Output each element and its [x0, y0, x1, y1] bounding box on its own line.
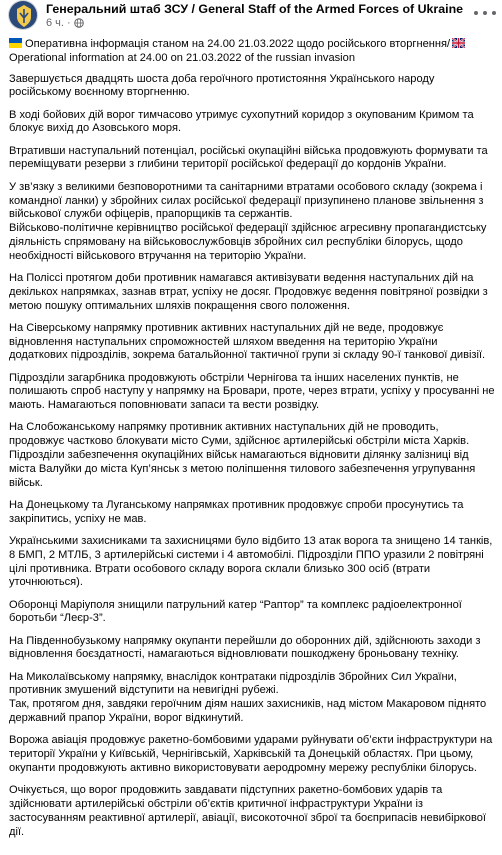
coat-of-arms-icon: [9, 1, 38, 30]
post-paragraph: [9, 421, 495, 490]
post-paragraph: [9, 145, 495, 173]
paragraph-line: Українськими захисниками та захисницями було відбито 13 атак ворога та знищено 14 танків, 8 БМП, 2 МТЛБ, 3 артилерійські системи і 4 автомобілі. Підрозділи ППО уразили 2 повітряні цілі противника. Втрати особового складу ворога склали близько 300 осіб (втрати уточнюються).: [9, 534, 493, 589]
uk-flag-icon: [452, 38, 465, 48]
paragraph-line: На Південнобузькому напрямку окупанти перейшли до оборонних дій, здійснюють заходи з відновлення боєздатності, намагаються відновлювати пошкоджену броньовану техніку.: [9, 634, 481, 661]
post-paragraph: [9, 181, 495, 264]
paragraph-line: Підрозділи загарбника продовжують обстріли Чернігова та інших населених пунктів, не полишають спроб наступу у напрямку на Бровари, проте, через втрати, успіху у просуванні не мають. Намагаються поповнювати запаси та вести розвідку.: [9, 371, 495, 412]
post-meta: [46, 17, 84, 29]
paragraph-line: На Миколаївському напрямку, внаслідок контратаки підрозділів Збройних Сил України, противник змушений відступити на невигідні рубежі.: [9, 670, 457, 697]
post-paragraph: [9, 671, 495, 726]
post-intro: [9, 38, 495, 66]
paragraph-line: Втративши наступальний потенціал, російські окупаційні війська продовжують формувати та переміщувати резерви з глибини території російської федерації до кордонів України.: [9, 144, 488, 171]
more-dot: [483, 11, 487, 15]
post-paragraph: [9, 635, 495, 663]
post-text: [9, 38, 495, 848]
ukraine-flag-icon: [9, 38, 22, 48]
more-dot: [492, 11, 496, 15]
globe-icon: [74, 18, 84, 28]
paragraph-line: На Слобожанському напрямку противник активних наступальних дій не проводить, продовжує частково блокувати місто Суми, здійснює артилерійські обстріли міста Харків. Підрозділи забезпечення окупаційних військ намагаються відновити ділянку залізниці від міста Валуйки до міста Куп’янськ з метою поліпшення тилового забезпечення угрупування військ.: [9, 421, 476, 489]
post-paragraph: [9, 372, 495, 413]
post-paragraph: [9, 535, 495, 590]
paragraph-line: Так, протягом дня, завдяки героїчним діям наших захисників, над містом Макаровом піднято державний прапор України, ворог відкинутий.: [9, 698, 487, 725]
post-paragraph: [9, 272, 495, 313]
paragraph-line: Оборонці Маріуполя знищили патрульний катер “Раптор” та комплекс радіоелектронної боротьби “Леєр-3”.: [9, 598, 462, 625]
paragraph-line: На Сіверському напрямку противник активних наступальних дій не веде, продовжує відновлення наступальних спроможностей шляхом введення на територію України додаткових підрозділів, зокрема батальйонної тактичної групи зі складу 90-ї танкової дивізії.: [9, 321, 486, 362]
post-paragraphs: [9, 73, 495, 840]
paragraph-line: Військово-політичне керівництво російської федерації здійснює агресивну пропагандистську діяльність спрямовану на військовослужбовців збройних сил республіки білорусь, щодо необхідності військового втручання на територію України.: [9, 222, 487, 262]
paragraph-line: Очікується, що ворог продовжить завдавати підступних ракетно-бомбових ударів та здійснювати артилерійські обстріли об’єктів критичної інфраструктури України із застосуванням реактивної артилерії, авіації, високоточної зброї та боєприпасів невибіркової дії.: [9, 784, 486, 838]
post-paragraph: [9, 499, 495, 527]
page-avatar[interactable]: [8, 0, 38, 30]
more-options-button[interactable]: [474, 6, 496, 20]
paragraph-line: У зв’язку з великими безповоротними та санітарними втратами особового складу (зокрема і командної ланки) у збройних силах російської федерації призупинено планове звільнення з військової служби офіцерів, прапорщиків та сержантів.: [9, 180, 484, 221]
post-paragraph: [9, 784, 495, 839]
paragraph-line: Ворожа авіація продовжує ракетно-бомбовими ударами руйнувати об’єкти інфраструктури на території України у Київській, Чернігівській, Харківській та Донецькій областях. При цьому, окупанти продовжують активно використовувати аеродромну мережу республіки білорусь.: [9, 734, 493, 774]
post-paragraph: [9, 73, 495, 101]
post-paragraph: [9, 734, 495, 775]
paragraph-line: В ході бойових дій ворог тимчасово утримує сухопутний коридор з окупованим Кримом та блокує вихід до Азовського моря.: [9, 108, 474, 135]
intro-en: Operational information at 24.00 on 21.03.2022 of the russian invasion: [9, 51, 355, 64]
paragraph-line: Завершується двадцять шоста доба героїчного протистояння Українського народу російському воєнному вторгненню.: [9, 72, 435, 99]
post-header: [0, 0, 502, 32]
page-name-link[interactable]: Генеральний штаб ЗСУ / General Staff of the Armed Forces of Ukraine: [46, 2, 464, 16]
post-paragraph: [9, 322, 495, 363]
paragraph-line: На Донецькому та Луганському напрямках противник продовжує спроби просунутись та закріпитись, успіху не мав.: [9, 498, 464, 525]
more-options-icon: [474, 11, 478, 15]
post-time[interactable]: 6 ч.: [46, 17, 64, 29]
post-paragraph: [9, 599, 495, 627]
post-paragraph: [9, 109, 495, 137]
paragraph-line: На Поліссі протягом доби противник намагався активізувати ведення наступальних дій на декількох напрямках, зазнав втрат, успіху не досяг. Продовжує ведення повітряної розвідки з метою пошуку оптимальних шляхів покращення свого положення.: [9, 271, 488, 312]
meta-separator: ·: [66, 17, 71, 29]
intro-ua: Оперативна інформація станом на 24.00 21.03.2022 щодо російського вторгнення/: [25, 38, 451, 50]
